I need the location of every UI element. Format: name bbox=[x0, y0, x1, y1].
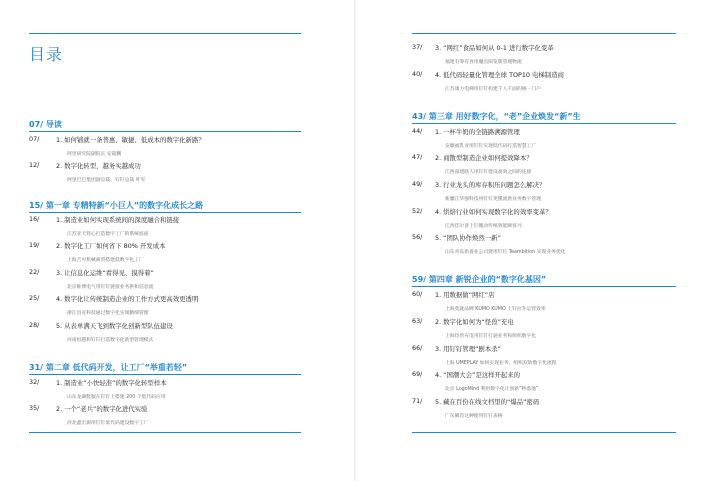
entry-page-number: 49/ bbox=[412, 180, 423, 188]
chapter-rule bbox=[412, 286, 676, 287]
entry-title: 2. 一个“老兵”的数字化进代实验 bbox=[56, 405, 148, 413]
entry-subtitle: 河北鑫宏源用钉钉低代码建设数字工厂 bbox=[67, 421, 149, 426]
entry-page-number: 16/ bbox=[29, 215, 40, 223]
right-page bbox=[355, 0, 710, 481]
entry-subtitle: 上海莫就品牌 KUMO KUMO 上钉拉升运营效率 bbox=[445, 307, 546, 312]
entry-page-number: 07/ bbox=[29, 135, 40, 143]
entry-page-number: 52/ bbox=[412, 207, 423, 215]
entry-subtitle: 上海 UMEPLAY 如何实现业务、组织双轨数字化流程 bbox=[445, 361, 557, 366]
entry-page-number: 25/ bbox=[29, 294, 40, 302]
entry-page-number: 22/ bbox=[29, 268, 40, 276]
entry-title: 1. 一杯牛奶的全链路溯源管理 bbox=[435, 128, 520, 136]
entry-subtitle: 北京维博电气用钉钉链接业务供和信息流 bbox=[67, 285, 154, 290]
entry-page-number: 47/ bbox=[412, 153, 423, 161]
entry-page-number: 66/ bbox=[412, 344, 423, 352]
entry-title: 5. “团队协作焕然一新” bbox=[435, 234, 501, 242]
entry-page-number: 71/ bbox=[412, 397, 423, 405]
entry-title: 1. 用数据做“网红”店 bbox=[435, 291, 495, 299]
chapter-heading-intro: 07/ 导读 bbox=[29, 120, 62, 129]
bottom-rule bbox=[412, 432, 676, 433]
entry-page-number: 40/ bbox=[412, 70, 423, 78]
entry-title: 4. 烘焙行业如何实现数字化的效率变革？ bbox=[435, 208, 552, 216]
entry-page-number: 44/ bbox=[412, 127, 423, 135]
entry-title: 4. 数字化让传统制造企业的工作方式更高效更透明 bbox=[56, 295, 199, 303]
chapter-heading-2: 31/ 第二章 低代码开发，让工厂“举重若轻” bbox=[29, 363, 188, 372]
entry-page-number: 35/ bbox=[29, 404, 40, 412]
chapter-rule bbox=[29, 212, 301, 213]
entry-title: 5. 从表单满天飞到数字化创新型队伍建设 bbox=[56, 322, 173, 330]
entry-title: 1. 如何铺就一条普惠、敏捷、低成本的数字化新路？ bbox=[56, 136, 205, 144]
entry-subtitle: 阿里巴巴集团副总裁、钉钉总裁 叶军 bbox=[67, 178, 146, 183]
entry-subtitle: 北京 LogoMind 利用数字化让创新“秒落地” bbox=[445, 387, 539, 392]
page-title: 目录 bbox=[29, 45, 64, 64]
entry-subtitle: 江西佳尔普上钉搬动传统效能顾客兴 bbox=[445, 224, 522, 229]
entry-subtitle: 山东龙湖鞋服在钉钉上搭建 200 个低代码应用 bbox=[67, 395, 166, 400]
entry-subtitle: 江苏亚天铁心打造数字工厂的系统底座 bbox=[67, 232, 149, 237]
chapter-rule bbox=[412, 123, 676, 124]
chapter-heading-4: 59/ 第四章 新锐企业的“数字化基因” bbox=[412, 275, 547, 284]
entry-page-number: 28/ bbox=[29, 321, 40, 329]
top-rule bbox=[412, 33, 676, 34]
entry-title: 2. 数字化转型，越务实越成功 bbox=[56, 162, 141, 170]
entry-subtitle: 阿里研究院副院长 安筱鹏 bbox=[67, 152, 122, 157]
entry-title: 1. 制造业“小快轻准”的数字化转型样本 bbox=[56, 379, 167, 387]
entry-subtitle: 新疆江华强科技用钉钉更懂流供业务数字管理 bbox=[445, 197, 541, 202]
entry-subtitle: 江苏康力电梯用钉钉构建千人千面的统一门户 bbox=[445, 87, 541, 92]
top-rule bbox=[29, 33, 301, 34]
entry-page-number: 69/ bbox=[412, 370, 423, 378]
entry-subtitle: 上海吉可机械商贸搭建低数字化工厂 bbox=[67, 258, 144, 263]
entry-title: 5. 藏在百份在线文档里的“爆品”密码 bbox=[435, 398, 540, 406]
entry-page-number: 63/ bbox=[412, 317, 423, 325]
chapter-rule bbox=[29, 131, 301, 132]
bottom-rule bbox=[29, 432, 301, 433]
entry-subtitle: 河南恒越和钉钉打造数字化新型管理模式 bbox=[67, 338, 154, 343]
entry-title: 2. 数字化工厂如何省下 80% 开发成本 bbox=[56, 242, 166, 250]
entry-subtitle: 山东青岛新备业公司建用钉钉 Teambition 实现业务优化 bbox=[445, 250, 566, 255]
entry-title: 3. 用钉钉管理“剧本杀” bbox=[435, 345, 501, 353]
entry-subtitle: 浙江昌克科技通过数字化实现精细管理 bbox=[67, 311, 149, 316]
chapter-rule bbox=[29, 374, 301, 375]
entry-title: 4. 低代码轻量化管理全球 TOP10 电梯制造商 bbox=[435, 71, 564, 79]
entry-title: 2. 数字化如何为“怪兽”充电 bbox=[435, 318, 514, 326]
entry-subtitle: 安徽福乳业用钉钉实现低代码打造智慧工厂 bbox=[445, 144, 537, 149]
chapter-heading-1: 15/ 第一章 专精特新“小巨人”的数字化成长之路 bbox=[29, 201, 204, 210]
entry-title: 3. “网红”食品如何从 0-1 进行数字化变革 bbox=[435, 44, 554, 52]
chapter-heading-3: 43/ 第三章 用好数字化，“老”企业焕发“新”生 bbox=[412, 112, 581, 121]
entry-subtitle: 广东佩肖这种使用钉钉表格 bbox=[445, 414, 503, 419]
entry-page-number: 12/ bbox=[29, 161, 40, 169]
entry-subtitle: 江西南建联人用钉钉建设高效之间的连接 bbox=[445, 170, 532, 175]
entry-page-number: 56/ bbox=[412, 233, 423, 241]
entry-page-number: 32/ bbox=[29, 378, 40, 386]
entry-title: 3. 行业龙头的库存积压问题怎么解决？ bbox=[435, 181, 546, 189]
entry-page-number: 37/ bbox=[412, 43, 423, 51]
entry-title: 3. 让信息化运维“看得见、摸得着” bbox=[56, 269, 154, 277]
entry-subtitle: 上海怪兽充电用钉钉打通业务和组织数字化 bbox=[445, 334, 537, 339]
entry-page-number: 19/ bbox=[29, 241, 40, 249]
entry-title: 1. 制造业如何实现系统间的深度融合和链接 bbox=[56, 216, 180, 224]
entry-title: 2. 商散型制造企业如何提效降本？ bbox=[435, 154, 533, 162]
entry-title: 4. “国潮大会”是这样开起来的 bbox=[435, 371, 521, 379]
entry-page-number: 60/ bbox=[412, 290, 423, 298]
entry-subtitle: 福建有零有食用魔点阅览版管理物流 bbox=[445, 60, 522, 65]
